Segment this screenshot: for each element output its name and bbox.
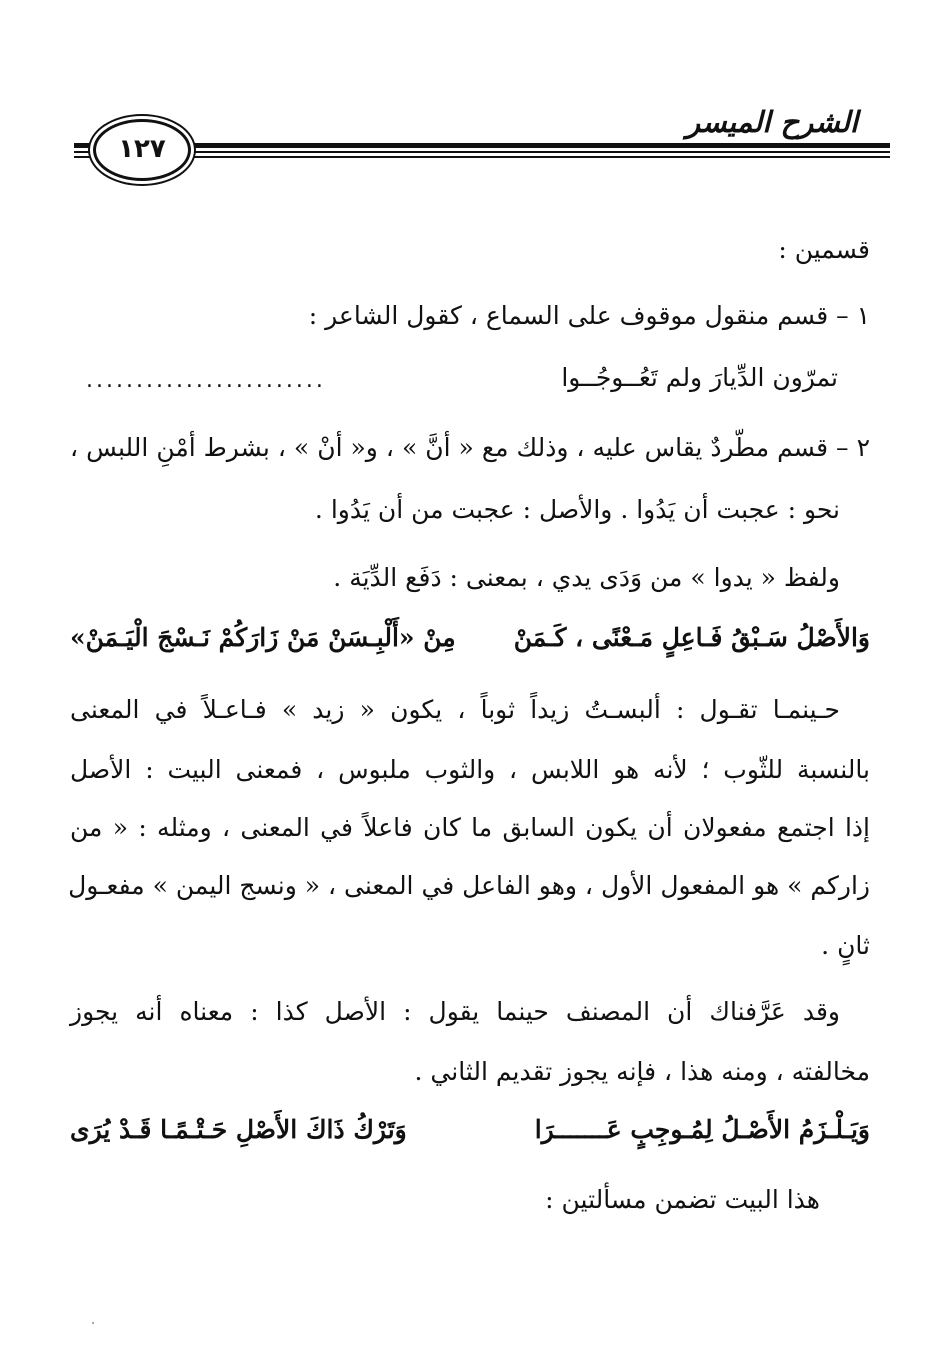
verse-1-second-hemistich: مِنْ «أَلْبِـسَنْ مَنْ زَارَكُمْ نَـسْجَ الْيَـمَنْ» — [70, 623, 456, 652]
paragraph-1-line-5: ثانٍ . — [821, 931, 870, 960]
running-header-title: الشرح الميسر — [686, 105, 858, 139]
paragraph-2-line-2: مخالفته ، ومنه هذا ، فإنه يجوز تقديم الثاني . — [414, 1057, 870, 1086]
scan-speck — [92, 1322, 94, 1324]
verse-2-second-hemistich: وَتَرْكُ ذَاكَ الأَصْلِ حَـتْـمًـا قَـدْ يُرَى — [70, 1115, 407, 1144]
paragraph-1-line-1: حـينمـا تقـول : ألبسـتُ زيداً ثوباً ، يكون « زيد » فـاعـلاً في المعنى — [70, 695, 840, 724]
poem-dots: ........................ — [86, 368, 326, 393]
paragraph-2-line-1: وقد عَرَّفناك أن المصنف حينما يقول : الأصل كذا : معناه أنه يجوز — [70, 997, 840, 1026]
poem-line: تمرّون الدِّيارَ ولم تَعُــوجُــوا — [561, 363, 838, 392]
header-rule-thin — [74, 151, 890, 153]
paragraph-1-line-3: إذا اجتمع مفعولان أن يكون السابق ما كان فاعلاً في المعنى ، ومثله : « من — [70, 813, 870, 842]
list-item-2-line-2: نحو : عجبت أن يَدُوا . والأصل : عجبت من أن يَدُوا . — [314, 495, 840, 524]
list-item-2-line-1: ٢ – قسم مطّردٌ يقاس عليه ، وذلك مع « أنَّ » ، و« أنْ » ، بشرط أمْنِ اللبس ، — [70, 433, 870, 462]
note-line: ولفظ « يدوا » من وَدَى يدي ، بمعنى : دَفَع الدِّيَة . — [333, 563, 840, 592]
paragraph-1-line-4: زاركم » هو المفعول الأول ، وهو الفاعل في المعنى ، « ونسج اليمن » مفعـول — [68, 871, 870, 900]
verse-1-first-hemistich: وَالأَصْلُ سَـبْقُ فَـاعِلٍ مَـعْنًى ، كَـمَنْ — [513, 623, 870, 652]
intro-text: قسمين : — [778, 235, 870, 264]
page-number-frame — [93, 119, 191, 181]
header-rule-thin-second — [74, 156, 890, 158]
closing-line: هذا البيت تضمن مسألتين : — [545, 1185, 820, 1214]
paragraph-1-line-2: بالنسبة للثّوب ؛ لأنه هو اللابس ، والثوب ملبوس ، فمعنى البيت : الأصل — [70, 755, 870, 784]
page-number: ١٢٧ — [118, 134, 166, 164]
verse-2-first-hemistich: وَيَـلْـزَمُ الأَصْـلُ لِمُـوجِبٍ عَـــــــرَا — [534, 1115, 870, 1144]
list-item-1: ١ – قسم منقول موقوف على السماع ، كقول الشاعر : — [308, 301, 870, 330]
header-rule-thick — [74, 143, 890, 148]
